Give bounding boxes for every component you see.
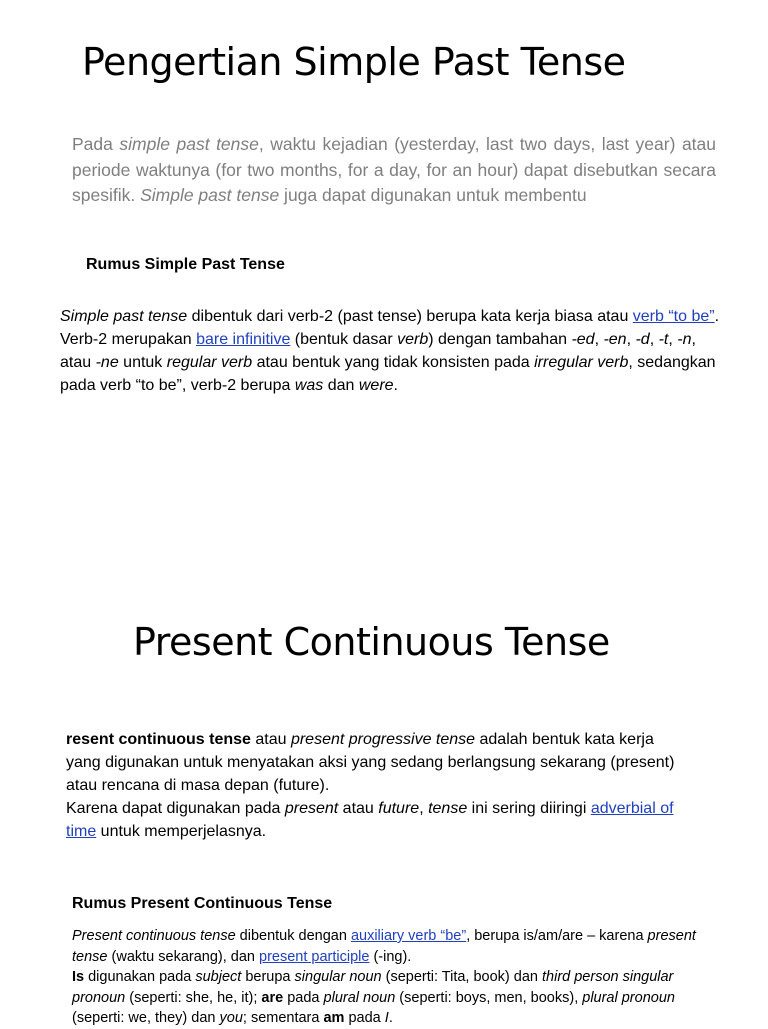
simple-past-body	[60, 305, 720, 397]
text: ini sering diiringi	[467, 800, 591, 817]
text: third person singular pronoun	[72, 969, 674, 1006]
text: adalah bentuk kata kerja yang digunakan untuk menyatakan aksi yang sedang berlangsung sekarang (present) atau rencana di masa depan (future).	[66, 731, 675, 794]
text: . Verb-2 merupakan	[60, 308, 720, 348]
text: resent continuous tense	[66, 731, 251, 748]
text: -ne	[95, 354, 119, 371]
text: (seperti: we, they) dan	[72, 1010, 220, 1026]
text: pada	[344, 1010, 385, 1026]
subheading-rumus-simple-past: Rumus Simple Past Tense	[86, 256, 285, 273]
text: (seperti: she, he, it);	[125, 989, 262, 1006]
text: , berupa is/am/are – karena	[466, 928, 648, 944]
link-verb-to-be[interactable]: verb “to be”	[632, 308, 715, 325]
text: singular noun	[294, 969, 382, 985]
text: -ed	[571, 331, 595, 348]
text: atau	[338, 800, 379, 817]
link-adverbial-of-time[interactable]: adverbial of time	[66, 800, 674, 840]
text: plural noun	[323, 989, 396, 1006]
text: atau	[250, 731, 291, 748]
text: atau bentuk yang tidak konsisten pada	[252, 354, 535, 371]
text: pada	[283, 989, 324, 1006]
text: future	[378, 800, 420, 817]
text: (bentuk dasar	[290, 331, 398, 348]
text: -d	[635, 331, 650, 348]
text: , waktu kejadian (yesterday, last two days, last year) atau periode waktunya (for two months, for a day, for an hour) dapat disebutkan secara spesifik.	[72, 134, 717, 205]
text: dan	[323, 377, 359, 394]
text: untuk memperjelasnya.	[96, 823, 267, 840]
text: (seperti: Tita, book) dan	[381, 969, 542, 985]
text: Pada	[72, 134, 120, 154]
subheading-rumus-present-continuous: Rumus Present Continuous Tense	[72, 895, 333, 912]
text: ,	[626, 331, 636, 348]
text: , atau	[60, 331, 696, 371]
text: are	[261, 989, 284, 1006]
text: you	[219, 1010, 243, 1026]
text: present progressive tense	[290, 731, 476, 748]
text: Simple past tense	[60, 308, 188, 325]
link-bare-infinitive[interactable]: bare infinitive	[196, 331, 291, 348]
text: ,	[419, 800, 429, 817]
text: Karena dapat digunakan pada	[66, 800, 285, 817]
text: .	[388, 1010, 393, 1026]
text: were	[358, 377, 394, 394]
text: untuk	[118, 354, 167, 371]
text: verb	[397, 331, 429, 348]
text: ,	[668, 331, 678, 348]
text: (seperti: boys, men, books),	[395, 989, 583, 1006]
text: berupa	[241, 969, 295, 985]
text: am	[323, 1010, 345, 1026]
present-continuous-formula	[72, 926, 702, 1029]
text: regular verb	[166, 354, 253, 371]
text: plural pronoun	[582, 989, 675, 1006]
text: present	[284, 800, 339, 817]
text: .	[393, 377, 398, 394]
present-continuous-body	[66, 728, 686, 843]
text: -n	[677, 331, 692, 348]
text: dibentuk dengan	[235, 928, 351, 944]
text: ,	[649, 331, 659, 348]
text: dibentuk dari verb-2 (past tense) berupa kata kerja biasa atau	[187, 308, 633, 325]
text: ,	[594, 331, 604, 348]
intro-paragraph	[72, 132, 716, 209]
text: irregular verb	[534, 354, 629, 371]
text: Simple past tense	[140, 185, 280, 205]
text: , sedangkan pada verb “to be”, verb-2 berupa	[60, 354, 716, 394]
section-title-present-continuous: Present Continuous Tense	[133, 620, 610, 664]
text: (-ing).	[369, 948, 412, 965]
text: Is	[72, 969, 85, 985]
link-present-participle[interactable]: present participle	[259, 948, 370, 965]
text: Present continuous tense	[72, 928, 236, 944]
text: simple past tense	[119, 134, 259, 154]
text: juga dapat digunakan untuk membentu	[279, 185, 587, 205]
text: was	[294, 377, 324, 394]
text: tense	[428, 800, 468, 817]
link-auxiliary-verb-be[interactable]: auxiliary verb “be”	[350, 928, 467, 944]
text: subject	[195, 969, 242, 985]
text: ; sementara	[242, 1010, 324, 1026]
text: ) dengan tambahan	[428, 331, 572, 348]
text: I	[384, 1010, 389, 1026]
text: present tense	[72, 928, 696, 965]
text: -en	[603, 331, 627, 348]
text: (waktu sekarang), dan	[107, 948, 260, 965]
text: digunakan pada	[84, 969, 196, 985]
page-title: Pengertian Simple Past Tense	[82, 40, 626, 84]
text: -t	[658, 331, 669, 348]
